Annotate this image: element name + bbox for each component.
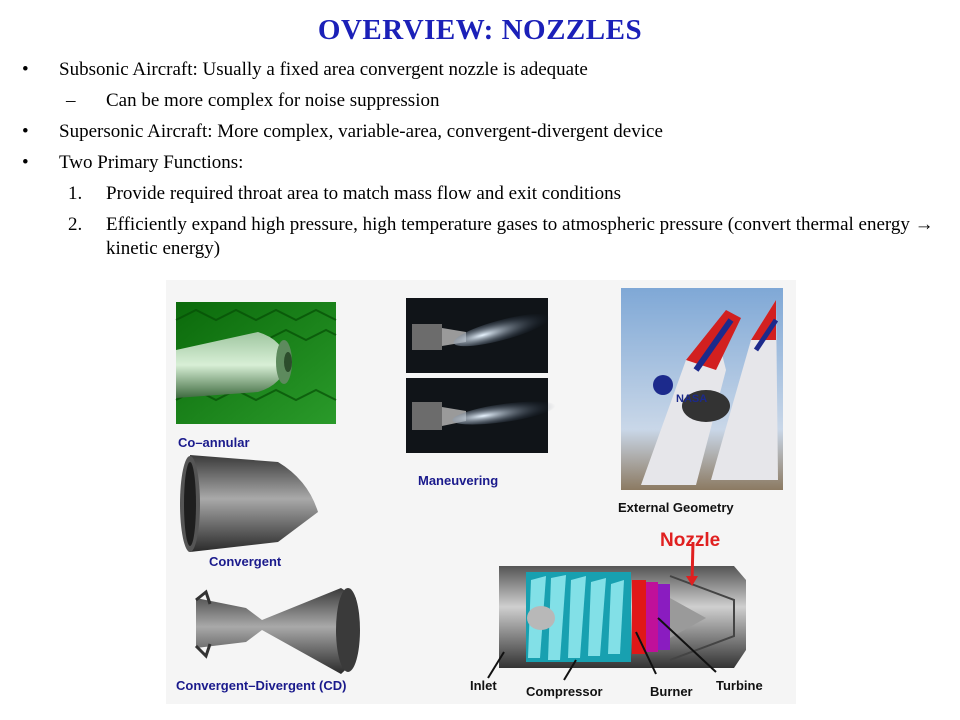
label-burner: Burner <box>650 684 693 699</box>
sub-bullet-text: Can be more complex for noise suppression <box>106 90 440 111</box>
co-annular-image <box>176 302 336 424</box>
bullet-text: Subsonic Aircraft: Usually a fixed area convergent nozzle is adequate <box>59 59 588 80</box>
nozzle-figure <box>166 280 796 704</box>
label-convergent: Convergent <box>209 554 282 569</box>
bullet-list <box>22 58 942 268</box>
cd-nozzle-image <box>196 588 360 674</box>
number-marker: 1. <box>68 183 83 204</box>
label-co-annular: Co–annular <box>178 435 250 450</box>
numbered-item <box>22 182 942 206</box>
bullet-text: Supersonic Aircraft: More complex, variable-area, convergent-divergent device <box>59 121 663 142</box>
label-nozzle: Nozzle <box>660 530 721 551</box>
numbered-text: Efficiently expand high pressure, high temperature gases to atmospheric pressure (convert thermal energy → kinetic energy) <box>106 214 934 259</box>
label-maneuvering: Maneuvering <box>418 473 499 488</box>
bullet-item <box>22 58 942 82</box>
bullet-item <box>22 120 942 144</box>
label-external-geometry: External Geometry <box>618 500 734 515</box>
numbered-item <box>22 213 942 261</box>
bullet-item <box>22 151 942 175</box>
turbojet-cutaway-image <box>488 542 746 680</box>
external-geometry-image <box>621 288 783 490</box>
sub-bullet-item <box>22 89 942 113</box>
number-marker: 2. <box>68 214 83 235</box>
label-inlet: Inlet <box>470 678 497 693</box>
slide-title: OVERVIEW: NOZZLES <box>317 14 643 46</box>
numbered-text: Provide required throat area to match mass flow and exit conditions <box>106 183 621 204</box>
dash-marker: – <box>66 90 76 111</box>
convergent-nozzle-image <box>180 455 318 552</box>
maneuvering-image <box>406 298 557 453</box>
bullet-marker: • <box>22 121 29 142</box>
nasa-marking: NASA <box>676 393 708 405</box>
nozzle-illustrations <box>166 280 796 704</box>
bullet-marker: • <box>22 59 29 80</box>
bullet-marker: • <box>22 152 29 173</box>
label-turbine: Turbine <box>716 678 763 693</box>
label-compressor: Compressor <box>526 684 603 699</box>
bullet-text: Two Primary Functions: <box>59 152 244 173</box>
label-convergent-divergent: Convergent–Divergent (CD) <box>176 678 347 693</box>
